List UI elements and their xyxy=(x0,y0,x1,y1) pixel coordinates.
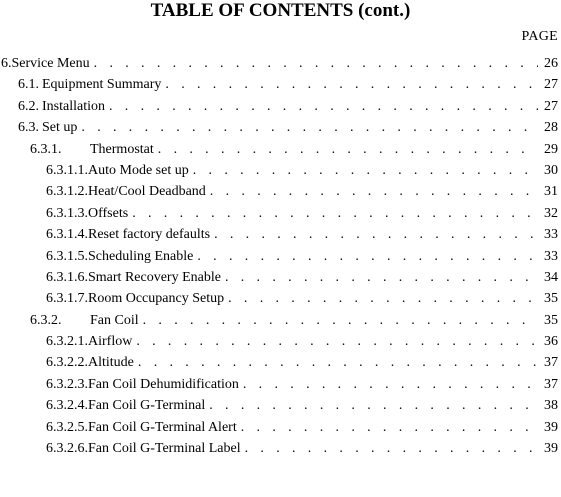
toc-entry-label: Altitude xyxy=(88,355,134,371)
toc-entry-title xyxy=(46,395,209,416)
dot-leader xyxy=(165,74,538,95)
toc-entry-number: 6.3.2.6. xyxy=(46,441,88,457)
toc-entry-title xyxy=(18,74,165,95)
toc-entry-page-number: 33 xyxy=(544,227,558,243)
toc-entry[interactable] xyxy=(0,74,561,95)
dot-leader xyxy=(138,352,538,373)
toc-entry-page-number: 27 xyxy=(544,98,558,114)
toc-entry-number: 6.3.2.3. xyxy=(46,376,88,392)
toc-entry-page-number: 37 xyxy=(544,355,558,371)
toc-entry-title xyxy=(46,267,225,288)
toc-entry[interactable] xyxy=(0,310,561,331)
toc-entry[interactable] xyxy=(0,160,561,181)
toc-entry[interactable] xyxy=(0,288,561,309)
toc-entry-page-number: 26 xyxy=(544,56,558,71)
dot-leader xyxy=(243,374,538,395)
toc-entry-page-number: 35 xyxy=(544,312,558,328)
toc-entry-page-number: 32 xyxy=(544,205,558,221)
toc-entry-number: 6.3.2. xyxy=(30,312,62,328)
toc-entry-label: Reset factory defaults xyxy=(88,227,211,243)
toc-entry[interactable] xyxy=(0,331,561,352)
toc-entry[interactable] xyxy=(0,267,561,288)
toc-entry-title xyxy=(46,203,132,224)
toc-entry-label: Heat/Cool Deadband xyxy=(88,184,206,200)
toc-entry-number: 6.3.1.3. xyxy=(46,205,88,221)
toc-entry-label: Service Menu xyxy=(11,56,90,71)
toc-entry-title xyxy=(46,224,214,245)
toc-entry-label: Fan Coil G-Terminal Label xyxy=(88,441,241,457)
toc-entry-title xyxy=(46,288,228,309)
toc-entry-number: 6.1. xyxy=(18,77,39,93)
toc-entry-page-number: 27 xyxy=(544,77,558,93)
toc-entry-page-number: 39 xyxy=(544,419,558,435)
toc-entry-page-number: 31 xyxy=(544,184,558,200)
dot-leader xyxy=(94,53,538,74)
toc-entry-number: 6.3.1.4. xyxy=(46,227,88,243)
toc-entry-label: Fan Coil xyxy=(90,312,139,328)
toc-entry-title xyxy=(46,246,197,267)
toc-entry-page-number: 28 xyxy=(544,120,558,136)
toc-entry-number: 6.3.2.1. xyxy=(46,334,88,350)
toc-entry[interactable] xyxy=(0,139,561,160)
dot-leader xyxy=(245,438,538,459)
dot-leader xyxy=(210,181,538,202)
toc-entry[interactable] xyxy=(0,352,561,373)
dot-leader xyxy=(197,246,538,267)
toc-entry-label: Fan Coil Dehumidification xyxy=(88,376,239,392)
toc-entry-number: 6.3.1.1. xyxy=(46,162,88,178)
toc-entry-label: Auto Mode set up xyxy=(88,162,189,178)
toc-entry-number: 6.3.2.5. xyxy=(46,419,88,435)
toc-entry[interactable] xyxy=(0,246,561,267)
toc-entry-number: 6.2. xyxy=(18,98,39,114)
toc-entry[interactable] xyxy=(0,53,561,74)
toc-entry-page-number: 38 xyxy=(544,398,558,414)
toc-entry-title xyxy=(18,96,109,117)
toc-entry-label: Thermostat xyxy=(90,141,154,157)
toc-entry[interactable] xyxy=(0,96,561,117)
toc-entry[interactable] xyxy=(0,224,561,245)
toc-entry-page-number: 35 xyxy=(544,291,558,307)
dot-leader xyxy=(81,117,538,138)
toc-entry-number: 6. xyxy=(1,56,12,71)
toc-entry-title xyxy=(46,331,136,352)
toc-entry-title xyxy=(46,181,210,202)
toc-entry[interactable] xyxy=(0,417,561,438)
toc-entry[interactable] xyxy=(0,203,561,224)
toc-entry[interactable] xyxy=(0,117,561,138)
toc-entry-label: Fan Coil G-Terminal xyxy=(88,398,206,414)
toc-entry-title xyxy=(46,438,245,459)
toc-entry-number: 6.3.1.7. xyxy=(46,291,88,307)
page-column-label: PAGE xyxy=(521,29,558,44)
toc-entry-title xyxy=(18,117,81,138)
toc-entry-label: Offsets xyxy=(88,205,129,221)
page-title: TABLE OF CONTENTS (cont.) xyxy=(150,0,411,21)
toc-entry-page-number: 33 xyxy=(544,248,558,264)
dot-leader xyxy=(109,96,538,117)
dot-leader xyxy=(193,160,538,181)
toc-entry-label: Equipment Summary xyxy=(42,77,162,93)
toc-entry-number: 6.3. xyxy=(18,120,39,136)
dot-leader xyxy=(132,203,538,224)
dot-leader xyxy=(225,267,538,288)
toc-entry[interactable] xyxy=(0,395,561,416)
toc-entry-page-number: 37 xyxy=(544,376,558,392)
dot-leader xyxy=(228,288,538,309)
toc-entry-title xyxy=(46,352,138,373)
toc-entry-title xyxy=(46,160,193,181)
dot-leader xyxy=(214,224,538,245)
toc-entry-page-number: 30 xyxy=(544,162,558,178)
toc-entry-page-number: 36 xyxy=(544,334,558,350)
dot-leader xyxy=(143,310,538,331)
toc-entry-label: Scheduling Enable xyxy=(88,248,194,264)
toc-entry-number: 6.3.2.4. xyxy=(46,398,88,414)
toc-entry-label: Smart Recovery Enable xyxy=(88,269,221,285)
toc-entry-number: 6.3.1. xyxy=(30,141,62,157)
dot-leader xyxy=(158,139,538,160)
toc-entry-number: 6.3.1.5. xyxy=(46,248,88,264)
dot-leader xyxy=(209,395,538,416)
toc-entry-title xyxy=(1,53,94,74)
toc-entry[interactable] xyxy=(0,438,561,459)
toc-entry-number: 6.3.1.2. xyxy=(46,184,88,200)
toc-entry-page-number: 34 xyxy=(544,269,558,285)
toc-entry-label: Set up xyxy=(42,120,78,136)
toc-entry[interactable] xyxy=(0,181,561,202)
toc-entry-page-number: 39 xyxy=(544,441,558,457)
toc-list xyxy=(0,53,561,459)
dot-leader xyxy=(136,331,538,352)
toc-entry-label: Installation xyxy=(42,98,105,114)
toc-entry-page-number: 29 xyxy=(544,141,558,157)
dot-leader xyxy=(241,417,538,438)
toc-entry-number: 6.3.2.2. xyxy=(46,355,88,371)
toc-entry-title xyxy=(46,417,241,438)
toc-entry-label: Fan Coil G-Terminal Alert xyxy=(88,419,237,435)
toc-entry-title xyxy=(30,139,158,160)
toc-entry-number: 6.3.1.6. xyxy=(46,269,88,285)
toc-entry-label: Airflow xyxy=(88,334,133,350)
toc-entry[interactable] xyxy=(0,374,561,395)
toc-entry-label: Room Occupancy Setup xyxy=(88,291,225,307)
toc-entry-title xyxy=(30,310,143,331)
toc-entry-title xyxy=(46,374,243,395)
